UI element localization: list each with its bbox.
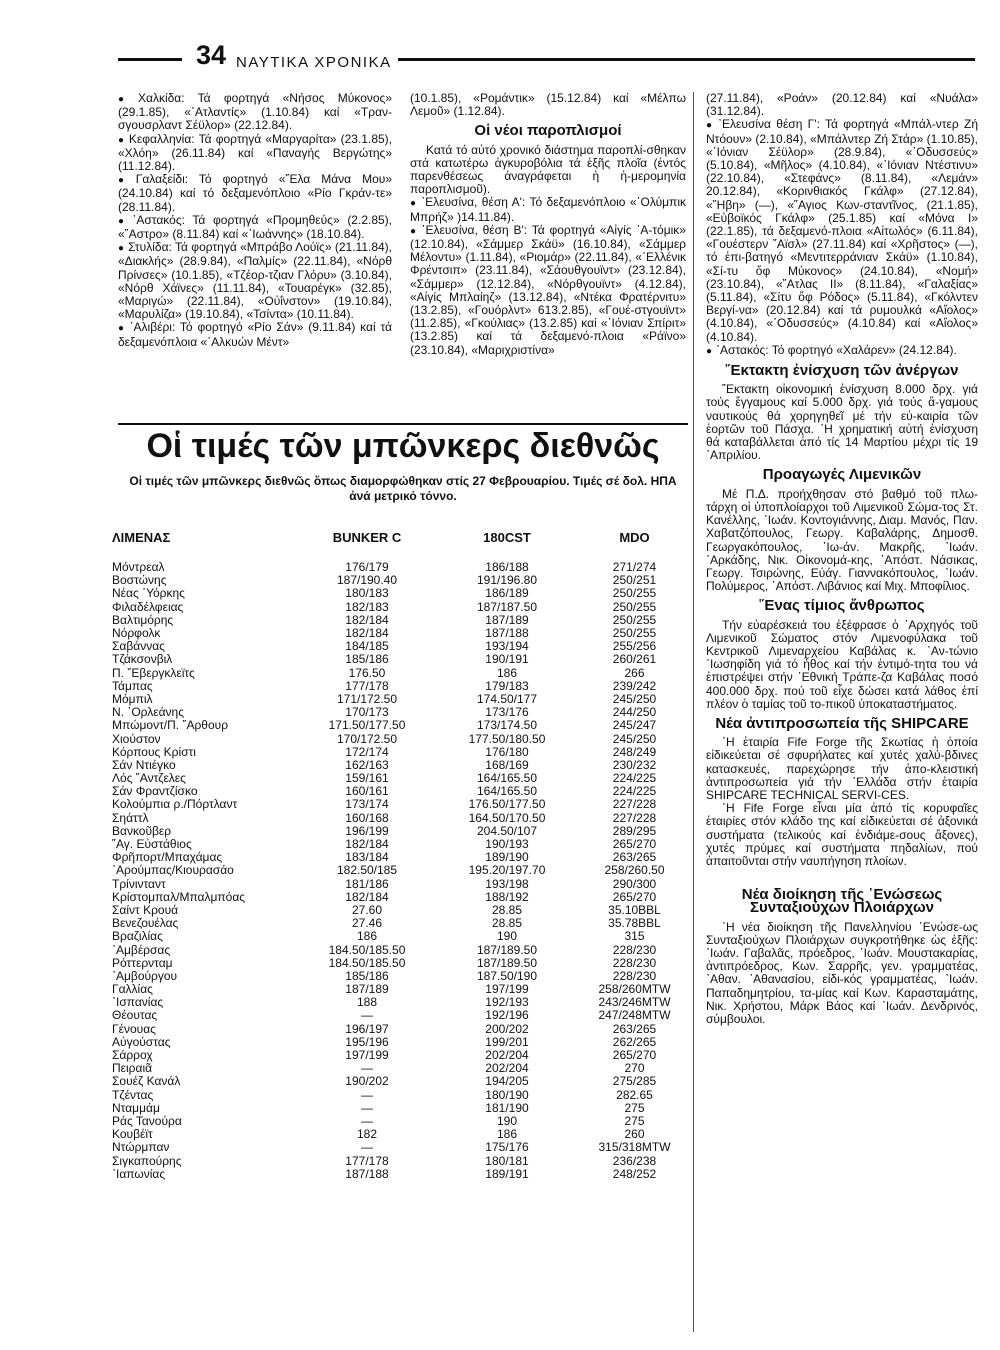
mdo-price: 250/255 — [612, 586, 657, 601]
mdo-price: 250/255 — [612, 599, 657, 614]
bunker-c-price: 185/186 — [345, 652, 389, 667]
cst180-price: 164/165.50 — [476, 771, 538, 786]
table-row — [112, 1049, 692, 1062]
port-name: ᾿Ισπανίας — [112, 995, 164, 1010]
mdo-price: 260/261 — [612, 652, 657, 667]
port-name: Νέας ῾Υόρκης — [112, 586, 185, 601]
bunker-c-price: 190/202 — [345, 1074, 389, 1089]
cst180-price: 187/189.50 — [476, 955, 538, 970]
table-row — [112, 719, 692, 732]
port-name: Βαλτιμόρης — [112, 612, 174, 627]
cst180-price: 193/198 — [485, 876, 529, 891]
table-row — [112, 640, 692, 653]
bunker-c-price: 27.46 — [351, 916, 383, 931]
cst180-price: 28.85 — [491, 902, 523, 917]
cst180-price: 177.50/180.50 — [468, 731, 546, 746]
mdo-price: 227/228 — [612, 797, 657, 812]
port-name: ᾿Αμβέρσας — [112, 942, 171, 957]
table-row — [112, 1009, 692, 1022]
publication-title: ΝΑΥΤΙΚΑ ΧΡΟΝΙΚΑ — [236, 54, 392, 71]
bunker-c-price: — — [361, 1113, 373, 1128]
table-row — [112, 1062, 692, 1075]
table-row — [112, 1102, 692, 1115]
cst180-price: 190/193 — [485, 837, 529, 852]
table-row — [112, 904, 692, 917]
port-name: Τζάκσονβιλ — [112, 652, 173, 667]
section-heading: Οἱ νέοι παροπλισμοί — [474, 122, 622, 140]
table-row — [112, 825, 692, 838]
continued-text: (27.11.84), «Ροάν» (20.12.84) καί «Νυάλα» (31.12.84). — [706, 91, 978, 119]
port-name: Πειραιᾶ — [112, 1061, 153, 1076]
table-row — [112, 732, 692, 745]
mdo-price: 243/246MTW — [598, 995, 671, 1010]
cst180-price: 189/190 — [485, 850, 529, 865]
bunker-c-price: 176.50 — [348, 665, 386, 680]
port-name: Θέουτας — [112, 1008, 158, 1023]
bunker-c-price: 187/189 — [345, 982, 389, 997]
list-item: ● Κεφαλληνία: Τά φορτηγά «Μαργαρίτα» (23.1.85), «Χλόη» (26.11.84) καί «Παναγής Βεργώτης» (11.12.84). — [118, 131, 392, 174]
section-heading: ῎Εκτακτη ἐνίσχυση τῶν ἀνέργων — [725, 362, 959, 380]
table-row — [112, 1128, 692, 1141]
mdo-price: 315/318MTW — [598, 1140, 671, 1155]
mdo-price: 230/232 — [612, 757, 657, 772]
cst180-price: 199/201 — [485, 1034, 529, 1049]
table-row — [112, 601, 692, 614]
table-row — [112, 680, 692, 693]
port-name: Κολούμπια ρ./Πόρτλαντ — [112, 797, 238, 812]
port-name: ᾿Αμβούργου — [112, 968, 178, 983]
cst180-price: 187/187.50 — [476, 599, 538, 614]
cst180-price: 202/204 — [485, 1048, 529, 1063]
mdo-price: 265/270 — [612, 1048, 657, 1063]
port-name: Βανκοῦβερ — [112, 823, 172, 838]
mdo-price: 260 — [624, 1127, 645, 1142]
bunker-c-price: 187/188 — [345, 1166, 389, 1181]
bunker-c-price: 184.50/185.50 — [328, 955, 406, 970]
bunker-c-price: 182.50/185 — [336, 863, 398, 878]
mdo-price: 245/250 — [612, 691, 657, 706]
bunker-c-price: 182/184 — [345, 626, 389, 641]
bunker-c-price: — — [361, 1140, 373, 1155]
table-row — [112, 930, 692, 943]
cst180-price: 189/191 — [485, 1166, 529, 1181]
list-item: ● Γαλαξείδι: Τό φορτηγό «῎Ελα Μάνα Μου» (24.10.84) καί τό δεξαμενόπλοιο «Ρίο Γκράν-τε» (28.11.84). — [118, 172, 392, 214]
cst180-price: 186/188 — [485, 560, 529, 575]
port-name: Κουβέϊτ — [112, 1127, 153, 1142]
mdo-price: 250/251 — [612, 573, 657, 588]
list-item: ● ᾿Αλιβέρι: Τό φορτηγό «Ρίο Σάν» (9.11.84) καί τά δεξαμενόπλοια «᾿Αλκυών Μέντ» — [118, 320, 392, 349]
table-row — [112, 957, 692, 970]
port-name: Φρῆπορτ/Μπαχάμας — [112, 850, 223, 865]
table-row — [112, 561, 692, 574]
port-name: Γένουας — [112, 1021, 156, 1036]
table-row — [112, 996, 692, 1009]
list-item: ● ᾿Αστακός: Τό φορτηγό «Χαλάρεν» (24.12.84). — [706, 342, 957, 357]
bunker-price-table — [112, 530, 692, 1181]
page-number: 34 — [196, 40, 227, 70]
list-item: ● Χαλκίδα: Τά φορτηγά «Νήσος Μύκονος» (29.1.85), «᾿Ατλαντίς» (1.10.84) καί «Τραν-σγουσρλαντ Σέϋλορ» (22.12.84). — [118, 91, 392, 133]
mdo-price: 315 — [624, 929, 645, 944]
mdo-price: 224/225 — [612, 784, 657, 799]
port-name: Βραζιλίας — [112, 929, 163, 944]
mdo-price: 258/260MTW — [598, 982, 671, 997]
mdo-price: 247/248MTW — [598, 1008, 671, 1023]
cst180-price: 164.50/170.50 — [468, 810, 546, 825]
port-name: Σουέζ Κανάλ — [112, 1074, 181, 1089]
bunker-c-price: 196/199 — [345, 823, 389, 838]
paragraph: ῎Εκτακτη οἰκονομική ἐνίσχυση 8.000 δρχ. γιά τούς ἔγγαμους καί 5.000 δρχ. γιά τούς ἄ-γαμους ναυτικούς θά χορηγηθεῖ μέ τήν εὐ-καιρία τῶν ἑορτῶν τοῦ Πάσχα. ῾Η χρηματική αὐτή ἐνίσχυση θά καταβάλλεται ἀπό τίς 14 Μαρτίου μέχρι τίς 19 ᾿Απριλίου. — [706, 382, 978, 463]
mdo-price: 270 — [624, 1061, 645, 1076]
mdo-price: 239/242 — [612, 678, 657, 693]
table-row — [112, 785, 692, 798]
table-row — [112, 693, 692, 706]
table-row — [112, 772, 692, 785]
mdo-price: 35.78BBL — [608, 916, 661, 931]
port-name: Χιούστον — [112, 731, 161, 746]
bunker-c-price: — — [361, 1087, 373, 1102]
port-name: Σαβάννας — [112, 639, 165, 654]
mdo-price: 258/260.50 — [604, 863, 665, 878]
cst180-price: 190/191 — [485, 652, 529, 667]
column-header-mdo: MDO — [619, 530, 650, 545]
bunker-c-price: 162/163 — [345, 757, 389, 772]
mdo-price: 245/247 — [612, 718, 657, 733]
table-row — [112, 838, 692, 851]
bunker-c-price: 177/178 — [345, 1153, 389, 1168]
header-rule-right — [398, 58, 975, 61]
table-row — [112, 1154, 692, 1167]
port-name: Σάν Ντιέγκο — [112, 757, 176, 772]
cst180-price: 200/202 — [485, 1021, 529, 1036]
table-row — [112, 1141, 692, 1154]
list-item: ● ᾿Ελευσίνα, θέση Α': Τό δεξαμενόπλοιο «᾿Ολύμπικ Μπρήζ» )14.11.84). — [410, 195, 687, 224]
cst180-price: 179/183 — [485, 678, 529, 693]
cst180-price: 192/193 — [485, 995, 529, 1010]
port-name: Αὐγούστας — [112, 1034, 171, 1049]
paragraph: Κατά τό αὐτό χρονικό διάστημα παροπλί-σθηκαν στά κατωτέρω ἀγκυροβόλια τά ἑξῆς πλοῖα (ἐντός παρενθέσεως ἀναγράφεται ἡ ἡ-μερομηνία παροπλισμοῦ). — [410, 142, 686, 197]
port-name: Ράς Τανούρα — [112, 1113, 182, 1128]
list-item: ● ᾿Ελευσίνα θέση Γ': Τά φορτηγά «Μπάλ-ντερ Ζή Ντόουν» (2.10.84), «Μπάλντερ Ζή Στάρ» (1.10.85), «᾿Ιόνιαν Σέϋλορ» (28.9.84), «᾿Οδυσσεύς» (5.10.84), «Μῆλος» (4.10.84), «᾿Ιόνιαν Ντέστινυ» (22.10.84), «Στεφάνς» (8.11.84), «Λεμάν» 20.12.84), «Κορινθιακός Γκάλφ» (27.12.84), «῞Ηβη» (—), «῞Αγιος Κων-σταντῖνος, (21.1.85), «Εὐβοϊκός Γκάλφ» (25.1.85) καί «Μόνα Ι» (22.1.85), τά δεξαμενό-πλοια «Αἰτωλός» (6.11.84), «Γουέστερν ῎Αϊσλ» (27.11.84) καί «Χρῆστος» (—), τό ἐπι-βατηγό «Μεντιτερράνιαν Σκάϋ» (1.10.84), «Σί-τυ ὄφ Μύκονος» (24.10.84), «Νομή» (23.10.84), «῎Ατλας ΙΙ» (8.11.84), «Γαλαξίας» (5.11.84), «Σίτυ ὄφ Ρόδος» (5.11.84), «Γκόλντεν Βεργί-να» (20.12.84) καί τά ρυμουλκά «Αἴολος» (4.10.84), «᾿Οδυσσεύς» (4.10.84) καί «Αἴολος» (4.10.84). — [706, 117, 979, 344]
mdo-price: 282.65 — [616, 1087, 653, 1102]
cst180-price: 186 — [496, 1127, 518, 1142]
paragraph: ῾Η Fife Forge εἶναι μία ἀπό τίς κορυφαῖες ἑταιρίες στόν κλάδο της καί εἰδικεύεται σέ ἀξονικά συστήματα (τελικούς καί ἐνδιάμε-σους ἄξονες), χυτές πρύμες καί συστήματα πηδαλίων, πού ἀπαιτοῦνται στήν ναυπήγηση πλοίων. — [706, 801, 978, 868]
bunker-c-price: 182/183 — [345, 599, 389, 614]
cst180-price: 192/196 — [485, 1008, 529, 1023]
cst180-price: 194/205 — [485, 1074, 529, 1089]
column-2 — [410, 92, 686, 357]
cst180-price: 180/190 — [485, 1087, 529, 1102]
bunker-c-price: 184.50/185.50 — [328, 942, 406, 957]
list-item: ● ᾿Αστακός: Τά φορτηγά «Προμηθεύς» (2.2.85), «῎Αστρο» (8.11.84) καί «᾿Ιωάννης» (18.10.84). — [118, 212, 393, 242]
port-name: Σαίντ Κρουά — [112, 902, 179, 917]
cst180-price: 168/169 — [485, 757, 529, 772]
section-heading: ῞Ενας τίμιος ἄνθρωπος — [759, 597, 925, 615]
cst180-price: 187/189 — [485, 612, 529, 627]
table-row — [112, 614, 692, 627]
column-header-180cst: 180CST — [483, 530, 531, 545]
table-row — [112, 1115, 692, 1128]
mdo-price: 265/270 — [612, 837, 657, 852]
port-name: ᾿Ιαπωνίας — [112, 1166, 166, 1181]
port-name: Λός ῎Αντζελες — [112, 771, 186, 786]
port-name: ῞Αγ. Εὐστάθιος — [112, 837, 192, 852]
paragraph: Μέ Π.Δ. προήχθησαν στό βαθμό τοῦ πλω-τάρχη οἱ ὑποπλοίαρχοι τοῦ Λιμενικοῦ Σώμα-τος Στ. Κανέλλης, ᾿Ιωάν. Κοντογιάννης, Διαμ. Μανός, Παν. Χαβατζόπουλος, Γεωργ. Καβαλάρης, Δημοσθ. Γεωργακόπουλος, ᾿Ιω-άν. Μακρῆς, ᾿Ιωάν. ᾿Αρκάδης, Νικ. Οἰκονομά-κης, ᾿Απόστ. Νάσικας, Γεωργ. Τσιρώνης, Εὐάγ. Γιαννακόπουλος, ᾿Ιωάν. Πολύμερος, ᾿Απόστ. Λιβάνιος καί Μιχ. Μποφίλιος. — [706, 486, 978, 594]
section-heading: Νέα ἀντιπροσωπεία τῆς SHIPCARE — [715, 714, 969, 732]
cst180-price: 202/204 — [485, 1061, 529, 1076]
bunker-c-price: 170/172.50 — [336, 731, 398, 746]
header-rule-left — [118, 58, 182, 61]
port-name: Σάρροχ — [112, 1048, 153, 1063]
bunker-c-price: 27.60 — [351, 902, 383, 917]
mdo-price: 275/285 — [612, 1074, 657, 1089]
bunker-c-price: 160/168 — [345, 810, 389, 825]
port-name: Μπώμοντ/Π. ῎Αρθουρ — [112, 718, 229, 733]
bunker-c-price: 159/161 — [345, 771, 389, 786]
bunker-c-price: 188 — [356, 995, 378, 1010]
table-row — [112, 983, 692, 996]
bunker-c-price: 173/174 — [345, 797, 389, 812]
mdo-price: 263/265 — [612, 1021, 657, 1036]
port-name: Μόμπιλ — [112, 691, 153, 706]
table-header-row — [112, 530, 692, 561]
port-name: Τάμπας — [112, 678, 153, 693]
cst180-price: 175/176 — [485, 1140, 529, 1155]
table-row — [112, 812, 692, 825]
cst180-price: 173/176 — [485, 705, 529, 720]
cst180-price: 187/188 — [485, 626, 529, 641]
cst180-price: 181/190 — [485, 1100, 529, 1115]
bunker-c-price: 182/184 — [345, 837, 389, 852]
mdo-price: 224/225 — [612, 771, 657, 786]
mdo-price: 262/265 — [612, 1034, 657, 1049]
section-heading: Προαγωγές Λιμενικῶν — [762, 466, 922, 484]
mdo-price: 266 — [624, 665, 645, 680]
bunker-c-price: 182/184 — [345, 889, 389, 904]
cst180-price: 197/199 — [485, 982, 529, 997]
cst180-price: 193/194 — [485, 639, 529, 654]
mdo-price: 275 — [624, 1113, 645, 1128]
cst180-price: 190 — [496, 1113, 518, 1128]
table-row — [112, 1036, 692, 1049]
table-row — [112, 706, 692, 719]
table-row — [112, 1075, 692, 1088]
cst180-price: 188/192 — [485, 889, 529, 904]
bunker-c-price: 176/179 — [345, 560, 389, 575]
mdo-price: 227/228 — [612, 810, 657, 825]
cst180-price: 174.50/177 — [476, 691, 538, 706]
bunker-c-price: 171.50/177.50 — [328, 718, 406, 733]
port-name: Κρίστομπαλ/Μπαλμπόας — [112, 889, 246, 904]
table-row — [112, 574, 692, 587]
column-header-bunker-c: BUNKER C — [332, 530, 402, 545]
port-name: Ρόττερνταμ — [112, 955, 173, 970]
bunker-c-price: 184/185 — [345, 639, 389, 654]
table-row — [112, 667, 692, 680]
port-name: Σάν Φραντζίσκο — [112, 784, 198, 799]
bunker-c-price: 181/186 — [345, 876, 389, 891]
table-row — [112, 864, 692, 877]
cst180-price: 187.50/190 — [476, 968, 538, 983]
cst180-price: 187/189.50 — [476, 942, 538, 957]
column-divider — [693, 92, 694, 1332]
table-row — [112, 759, 692, 772]
mdo-price: 275 — [624, 1100, 645, 1115]
mdo-price: 255/256 — [612, 639, 657, 654]
bunker-c-price: — — [361, 1061, 373, 1076]
mdo-price: 250/255 — [612, 612, 657, 627]
mdo-price: 248/249 — [612, 744, 657, 759]
port-name: Φιλαδέλφειας — [112, 599, 184, 614]
paragraph: ῾Η νέα διοίκηση τῆς Πανελληνίου ῾Ενώσε-ως Συνταξιούχων Πλοιάρχων συγκροτήθηκε ὡς ἑξῆς: ᾿Ιωάν. Γαβαλᾶς, πρόεδρος, ᾿Ιωάν. Μουστακαρίας, ἀντιπρόεδρος, Κων. Σαρρῆς, γεν. γραμματέας, ᾿Αθαν. ᾿Αθανασίου, εἰδι-κός γραμματέας, ᾿Ιωάν. Παπαδημητρίου, τα-μίας καί Κων. Καρασταμάτης, Νικ. Χρήστου, Μάρκ Βάος καί ᾿Ιωάν. Δενδρινός, σύμβουλοι. — [706, 919, 978, 1026]
port-name: Νόρφολκ — [112, 626, 161, 641]
bunker-c-price: 172/174 — [345, 744, 389, 759]
bunker-c-price: 160/161 — [345, 784, 389, 799]
table-row — [112, 943, 692, 956]
port-name: Σηάττλ — [112, 810, 149, 825]
table-row — [112, 851, 692, 864]
list-item: ● ᾿Ελευσίνα, θέση Β': Τά φορτηγά «Αἰγίς ᾿Α-τόμικ» (12.10.84), «Σάμμερ Σκάϋ» (16.10.84), «Σάμμερ Μέλοντυ» (1.11.84), «Ριομάρ» (22.11.84), «᾿Ελλένικ Φρέντσιπ» (23.11.84), «Σάουθγουϊντ» (23.12.84), «Σάμμερ» (12.12.84), «Νόρθγουϊντ» (4.12.84), «Αἰγίς Μπλαίηζ» (13.12.84), «Ντέκα Φρατέρνιτυ» (13.2.85), «Γουόρλντ» 613.2.85), «Γουέ-στγουϊντ» (11.2.85), «Γκούλιας» (13.2.85) καί «᾿Ιόνιαν Σπίριτ» (13.2.85) καί τά δεξαμενό-πλοια «Ράϊνο» (23.10.84), «Μαριχριστίνα» — [410, 222, 686, 357]
table-row — [112, 891, 692, 904]
table-row — [112, 653, 692, 666]
port-name: Ντώρμπαν — [112, 1140, 170, 1155]
bunker-c-price: 185/186 — [345, 968, 389, 983]
port-name: Ν. ᾿Ορλεάνης — [112, 705, 185, 720]
divider-rule — [118, 423, 688, 425]
mdo-price: 271/274 — [612, 560, 657, 575]
table-row — [112, 587, 692, 600]
port-name: Σιγκαπούρης — [112, 1153, 182, 1168]
cst180-price: 204.50/107 — [476, 823, 538, 838]
bunker-c-price: — — [361, 1008, 373, 1023]
cst180-price: 186/189 — [485, 586, 529, 601]
bunker-c-price: 183/184 — [345, 850, 389, 865]
mdo-price: 265/270 — [612, 889, 657, 904]
port-name: Μόντρεαλ — [112, 560, 165, 575]
port-name: Βενεζουέλας — [112, 916, 179, 931]
cst180-price: 164/165.50 — [476, 784, 538, 799]
bunker-c-price: — — [361, 1100, 373, 1115]
bunker-c-price: 182/184 — [345, 612, 389, 627]
cst180-price: 191/196.80 — [476, 573, 538, 588]
mdo-price: 35.10BBL — [608, 902, 661, 917]
bunker-c-price: 187/190.40 — [336, 573, 398, 588]
table-row — [112, 1089, 692, 1102]
bunker-c-price: 170/173 — [345, 705, 389, 720]
bunker-c-price: 196/197 — [345, 1021, 389, 1036]
bunker-c-price: 197/199 — [345, 1048, 389, 1063]
port-name: Γαλλίας — [112, 982, 153, 997]
column-header-port: ΛΙΜΕΝΑΣ — [112, 530, 171, 545]
cst180-price: 173/174.50 — [476, 718, 538, 733]
cst180-price: 195.20/197.70 — [468, 863, 546, 878]
column-3 — [706, 92, 978, 1026]
port-name: Τρίνινταντ — [112, 876, 166, 891]
table-row — [112, 627, 692, 640]
column-1 — [118, 92, 392, 349]
bunker-c-price: 171/172.50 — [336, 691, 398, 706]
bunker-c-price: 177/178 — [345, 678, 389, 693]
port-name: ᾿Αρούμπας/Κιουρασάο — [112, 863, 234, 878]
bunker-c-price: 195/196 — [345, 1034, 389, 1049]
bunker-c-price: 186 — [356, 929, 378, 944]
cst180-price: 190 — [496, 929, 518, 944]
list-item: ● Στυλίδα: Τά φορτηγά «Μπράβο Λούϊς» (21.11.84), «Διακλής» (28.9.84), «Παλμίς» (22.11.84), «Νόρθ Πρίνσες» (10.1.85), «Τζέορ-τζιαν Γλόρυ» (3.10.84), «Νόρθ Χάϊνες» (11.11.84), «Τουαρέγκ» (32.85), «Μαριγώ» (22.11.84), «Οὐΐνστον» (19.10.84), «Μαρυλίζα» (19.10.84), «Τσίντα» (10.11.84). — [118, 240, 392, 322]
mdo-price: 228/230 — [612, 942, 657, 957]
bunker-title: Οἱ τιμές τῶν μπῶνκερς διεθνῶς — [146, 427, 660, 465]
cst180-price: 176/180 — [485, 744, 529, 759]
port-name: Νταμμάμ — [112, 1100, 160, 1115]
table-row — [112, 970, 692, 983]
port-name: Τζέντας — [112, 1087, 154, 1102]
mdo-price: 228/230 — [612, 968, 657, 983]
mdo-price: 245/250 — [612, 731, 657, 746]
cst180-price: 186 — [496, 665, 518, 680]
mdo-price: 290/300 — [612, 876, 657, 891]
mdo-price: 236/238 — [612, 1153, 657, 1168]
table-row — [112, 917, 692, 930]
cst180-price: 176.50/177.50 — [468, 797, 546, 812]
mdo-price: 228/230 — [612, 955, 657, 970]
paragraph: ῾Η ἑταιρία Fife Forge τῆς Σκωτίας ἡ ὁποία εἰδικεύεται σέ σφυρήλατες καί χυτές χαλύ-βδινες κατασκευές, παρεχώρησε τήν ἀπο-κλειστική ἀντιπροσωπεία γιά τήν ᾿Ελλάδα στήν ἑταιρία SHIPCARE TECHNICAL SERVI-CES. — [706, 735, 978, 802]
table-row — [112, 1168, 692, 1181]
table-row — [112, 1023, 692, 1036]
continued-text: (10.1.85), «Ρομάντικ» (15.12.84) καί «Μέλπω Λεμοῦ» (1.12.84). — [410, 91, 686, 119]
mdo-price: 289/295 — [612, 823, 657, 838]
table-row — [112, 878, 692, 891]
bunker-intro: Οἱ τιμές τῶν μπῶνκερς διεθνῶς ὅπως διαμορφώθηκαν στίς 27 Φεβρουαρίου. Τιμές σέ δολ. ΗΠΑ ἀνά μετρικό τόννο. — [129, 474, 677, 503]
bunker-c-price: 180/183 — [345, 586, 389, 601]
table-row — [112, 746, 692, 759]
mdo-price: 244/250 — [612, 705, 657, 720]
port-name: Κόρπους Κρίστι — [112, 744, 196, 759]
table-row — [112, 798, 692, 811]
port-name: Βοστώνης — [112, 573, 167, 588]
cst180-price: 180/181 — [485, 1153, 529, 1168]
section-heading: Νέα διοίκηση τῆς ῾Ενώσεως Συνταξιούχων Πλοιάρχων — [741, 886, 943, 917]
mdo-price: 263/265 — [612, 850, 657, 865]
mdo-price: 248/252 — [612, 1166, 657, 1181]
mdo-price: 250/255 — [612, 626, 657, 641]
bunker-c-price: 182 — [356, 1127, 378, 1142]
paragraph: Τήν εὐαρέσκειά του ἐξέφρασε ὁ ᾿Αρχηγός τοῦ Λιμενικοῦ Σώματος στόν Λιμενοφύλακα τοῦ Κεντρικοῦ Λιμεναρχείου Καβάλας κ. ᾿Αν-τώνιο ᾿Ιωσηφίδη γιά τό ἦθος καί τήν ἐντιμό-τητα του νά ἐπιστρέψει στήν ᾿Εθνική Τράπε-ζα Καβάλας ποσό 400.000 δρχ. πού τοῦ εἶχε δώσει κατά λάθος ἐπί πλέον ὁ ταμίας τοῦ το-πικοῦ ὑποκαταστήματος. — [706, 617, 978, 711]
cst180-price: 28.85 — [491, 916, 523, 931]
port-name: Π. ῎Εβεργκλεϊτς — [112, 665, 195, 680]
